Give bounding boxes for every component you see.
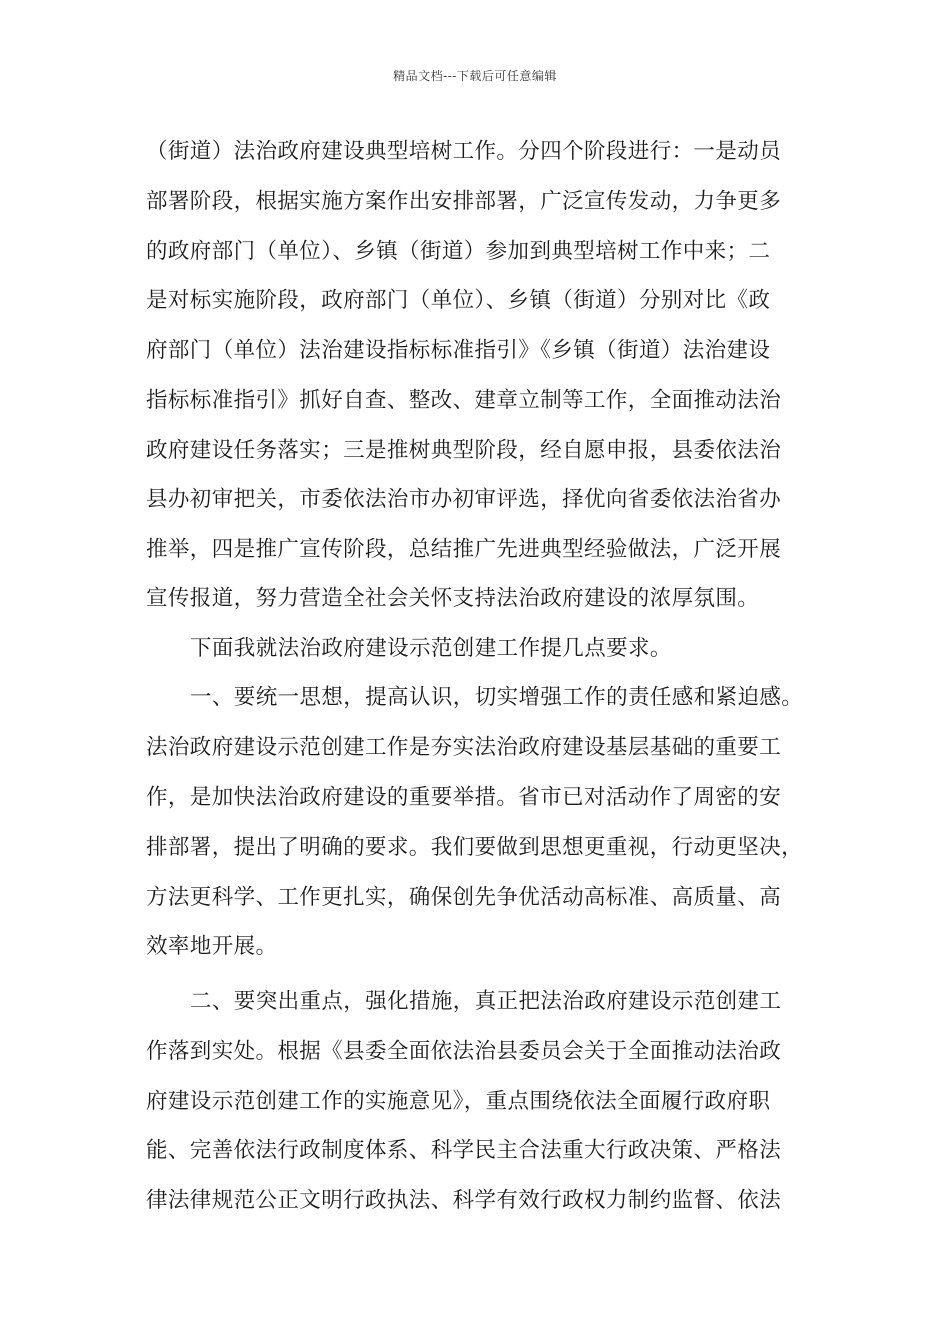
text-line: 府建设示范创建工作的实施意见》，重点围绕依法全面履行政府职: [146, 1089, 771, 1114]
text-line: 是对标实施阶段，政府部门（单位）、乡镇（街道）分别对比《政: [146, 288, 771, 313]
text-line: 县办初审把关，市委依法治市办初审评选，择优向省委依法治省办: [146, 487, 782, 512]
text-line: （街道）法治政府建设典型培树工作。分四个阶段进行：一是动员: [146, 139, 782, 164]
paragraph-first-line: 二、要突出重点，强化措施，真正把法治政府建设示范创建工: [190, 989, 782, 1014]
paragraph-first-line: 下面我就法治政府建设示范创建工作提几点要求。: [190, 636, 672, 661]
text-line: 推举，四是推广宣传阶段，总结推广先进典型经验做法，广泛开展: [146, 537, 782, 562]
text-line: 法治政府建设示范创建工作是夯实法治政府建设基层基础的重要工: [146, 735, 782, 760]
text-line: 方法更科学、工作更扎实，确保创先争优活动高标准、高质量、高: [146, 885, 782, 910]
paragraph-first-line: 一、要统一思想，提高认识，切实增强工作的责任感和紧迫感。: [190, 685, 804, 710]
page-header: 精品文档---下载后可任意编辑: [393, 69, 557, 83]
text-line: 能、完善依法行政制度体系、科学民主合法重大行政决策、严格法: [146, 1138, 782, 1163]
text-line: 律法律规范公正文明行政执法、科学有效行政权力制约监督、依法: [146, 1188, 782, 1213]
text-line: 的政府部门（单位）、乡镇（街道）参加到典型培树工作中来；二: [146, 239, 771, 264]
text-line: 府部门（单位）法治建设指标标准指引》《乡镇（街道）法治建设: [146, 338, 771, 363]
text-line: 效率地开展。: [146, 934, 278, 959]
text-line: 作落到实处。根据《县委全面依法治县委员会关于全面推动法治政: [146, 1039, 782, 1064]
text-line: 部署阶段，根据实施方案作出安排部署，广泛宣传发动，力争更多: [146, 189, 782, 214]
text-line: 政府建设任务落实；三是推树典型阶段，经自愿申报，县委依法治: [146, 438, 782, 463]
text-line: 宣传报道，努力营造全社会关怀支持法治政府建设的浓厚氛围。: [146, 586, 760, 611]
text-line: 作，是加快法治政府建设的重要举措。省市已对活动作了周密的安: [146, 785, 782, 810]
text-line: 排部署，提出了明确的要求。我们要做到思想更重视，行动更坚决，: [146, 835, 804, 860]
text-line: 指标标准指引》抓好自查、整改、建章立制等工作，全面推动法治: [146, 388, 782, 413]
